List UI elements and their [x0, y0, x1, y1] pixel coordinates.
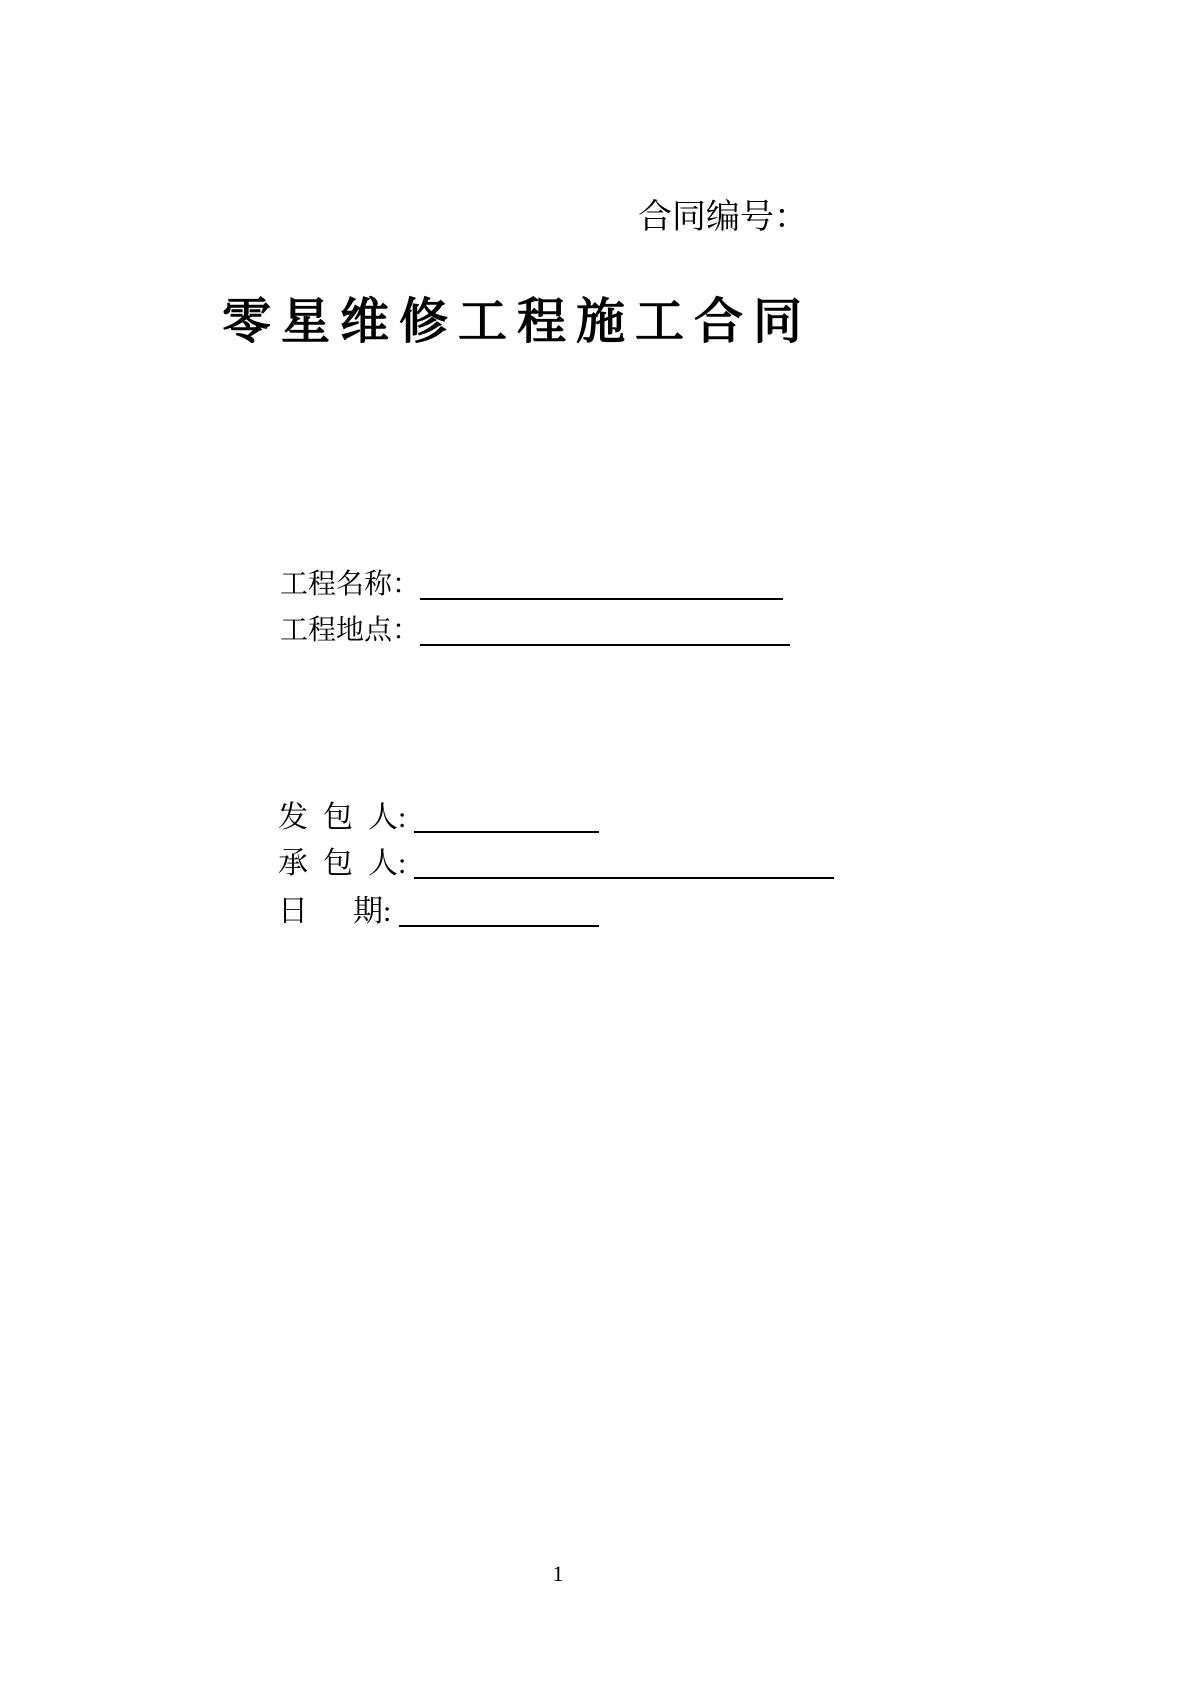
- party-row-employer: [278, 802, 599, 833]
- party-row-date: [278, 896, 599, 927]
- field-row-project-location: [280, 616, 790, 646]
- contract-number-label: 合同编号：: [638, 199, 808, 236]
- contractor-blank-field[interactable]: [414, 848, 834, 879]
- field-row-project-name: [280, 570, 783, 600]
- date-blank-field[interactable]: [399, 896, 599, 927]
- employer-label: 发 包 人:: [278, 801, 414, 834]
- page-number: 1: [552, 1561, 564, 1586]
- date-label: 日 期:: [278, 895, 399, 928]
- project-location-blank-field[interactable]: [420, 616, 790, 646]
- contractor-label: 承 包 人:: [278, 847, 414, 880]
- document-title: 零星维修工程施工合同: [222, 294, 813, 349]
- project-name-blank-field[interactable]: [420, 570, 783, 600]
- project-name-label: 工程名称：: [280, 569, 421, 600]
- employer-blank-field[interactable]: [414, 802, 599, 833]
- party-row-contractor: [278, 848, 834, 879]
- project-location-label: 工程地点：: [280, 615, 421, 646]
